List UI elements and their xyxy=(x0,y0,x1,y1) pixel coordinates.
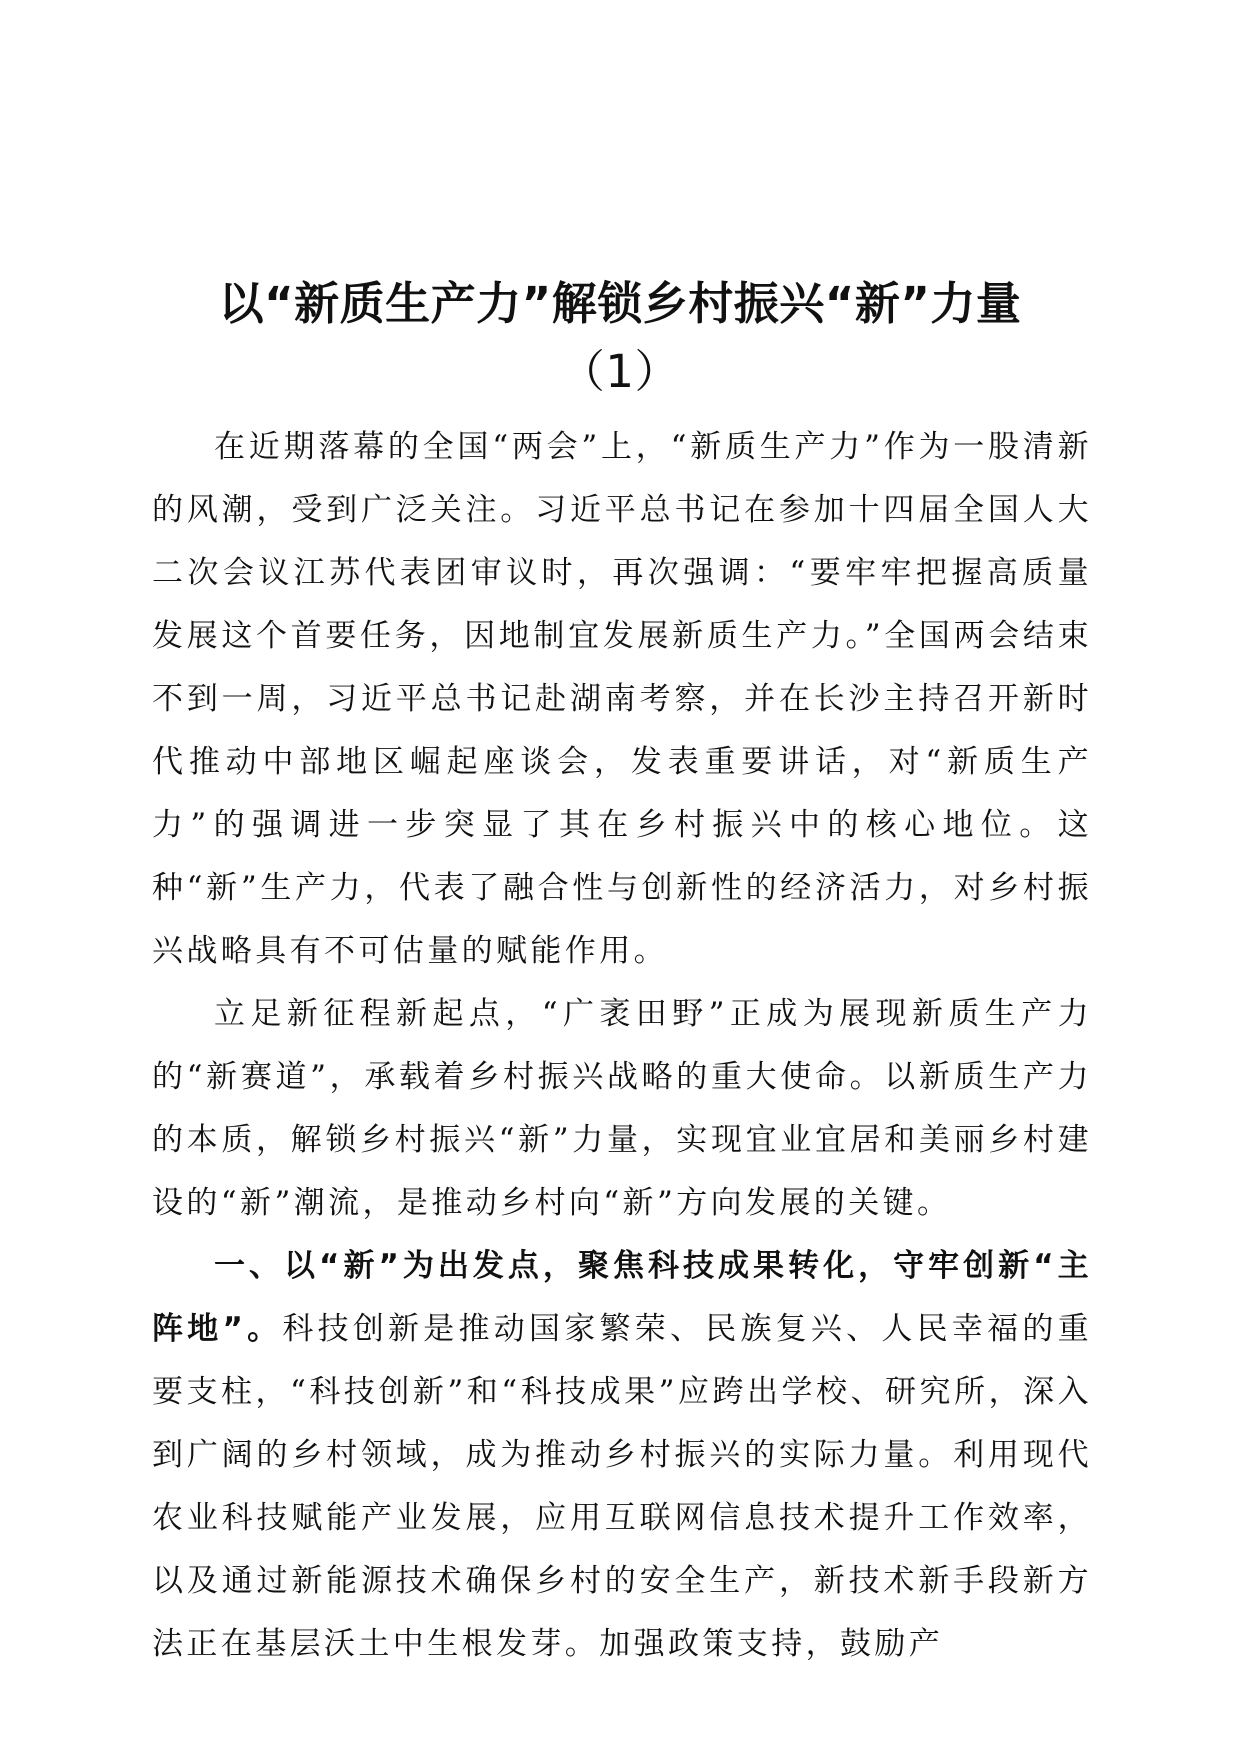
title-text: 以“新质生产力”解锁乡村振兴“新”力量 xyxy=(218,277,1022,330)
section-heading-1: 一、以“新”为出发点，聚焦科技成果转化，守牢创新“主阵地”。 xyxy=(152,1248,1092,1347)
section-text-1: 科技创新是推动国家繁荣、民族复兴、人民幸福的重要支柱，“科技创新”和“科技成果”应跨出学校、研究所，深入到广阔的乡村领域，成为推动乡村振兴的实际力量。利用现代农业科技赋能产业发展，应用互联网信息技术提升工作效率，以及通过新能源技术确保乡村的安全生产，新技术新手段新方法正在基层沃土中生根发芽。加强政策支持，鼓励产 xyxy=(152,1311,1092,1662)
title-number: （1） xyxy=(559,345,681,398)
document-body xyxy=(152,416,1092,1676)
paragraph-context: 立足新征程新起点，“广袤田野”正成为展现新质生产力的“新赛道”，承载着乡村振兴战略的重大使命。以新质生产力的本质，解锁乡村振兴“新”力量，实现宜业宜居和美丽乡村建设的“新”潮流，是推动乡村向“新”方向发展的关键。 xyxy=(152,996,1092,1221)
document-title xyxy=(150,270,1090,406)
paragraph-section-1 xyxy=(152,1235,1092,1676)
paragraph-intro: 在近期落幕的全国“两会”上，“新质生产力”作为一股清新的风潮，受到广泛关注。习近平总书记在参加十四届全国人大二次会议江苏代表团审议时，再次强调：“要牢牢把握高质量发展这个首要任务，因地制宜发展新质生产力。”全国两会结束不到一周，习近平总书记赴湖南考察，并在长沙主持召开新时代推动中部地区崛起座谈会，发表重要讲话，对“新质生产力”的强调进一步突显了其在乡村振兴中的核心地位。这种“新”生产力，代表了融合性与创新性的经济活力，对乡村振兴战略具有不可估量的赋能作用。 xyxy=(152,429,1092,969)
